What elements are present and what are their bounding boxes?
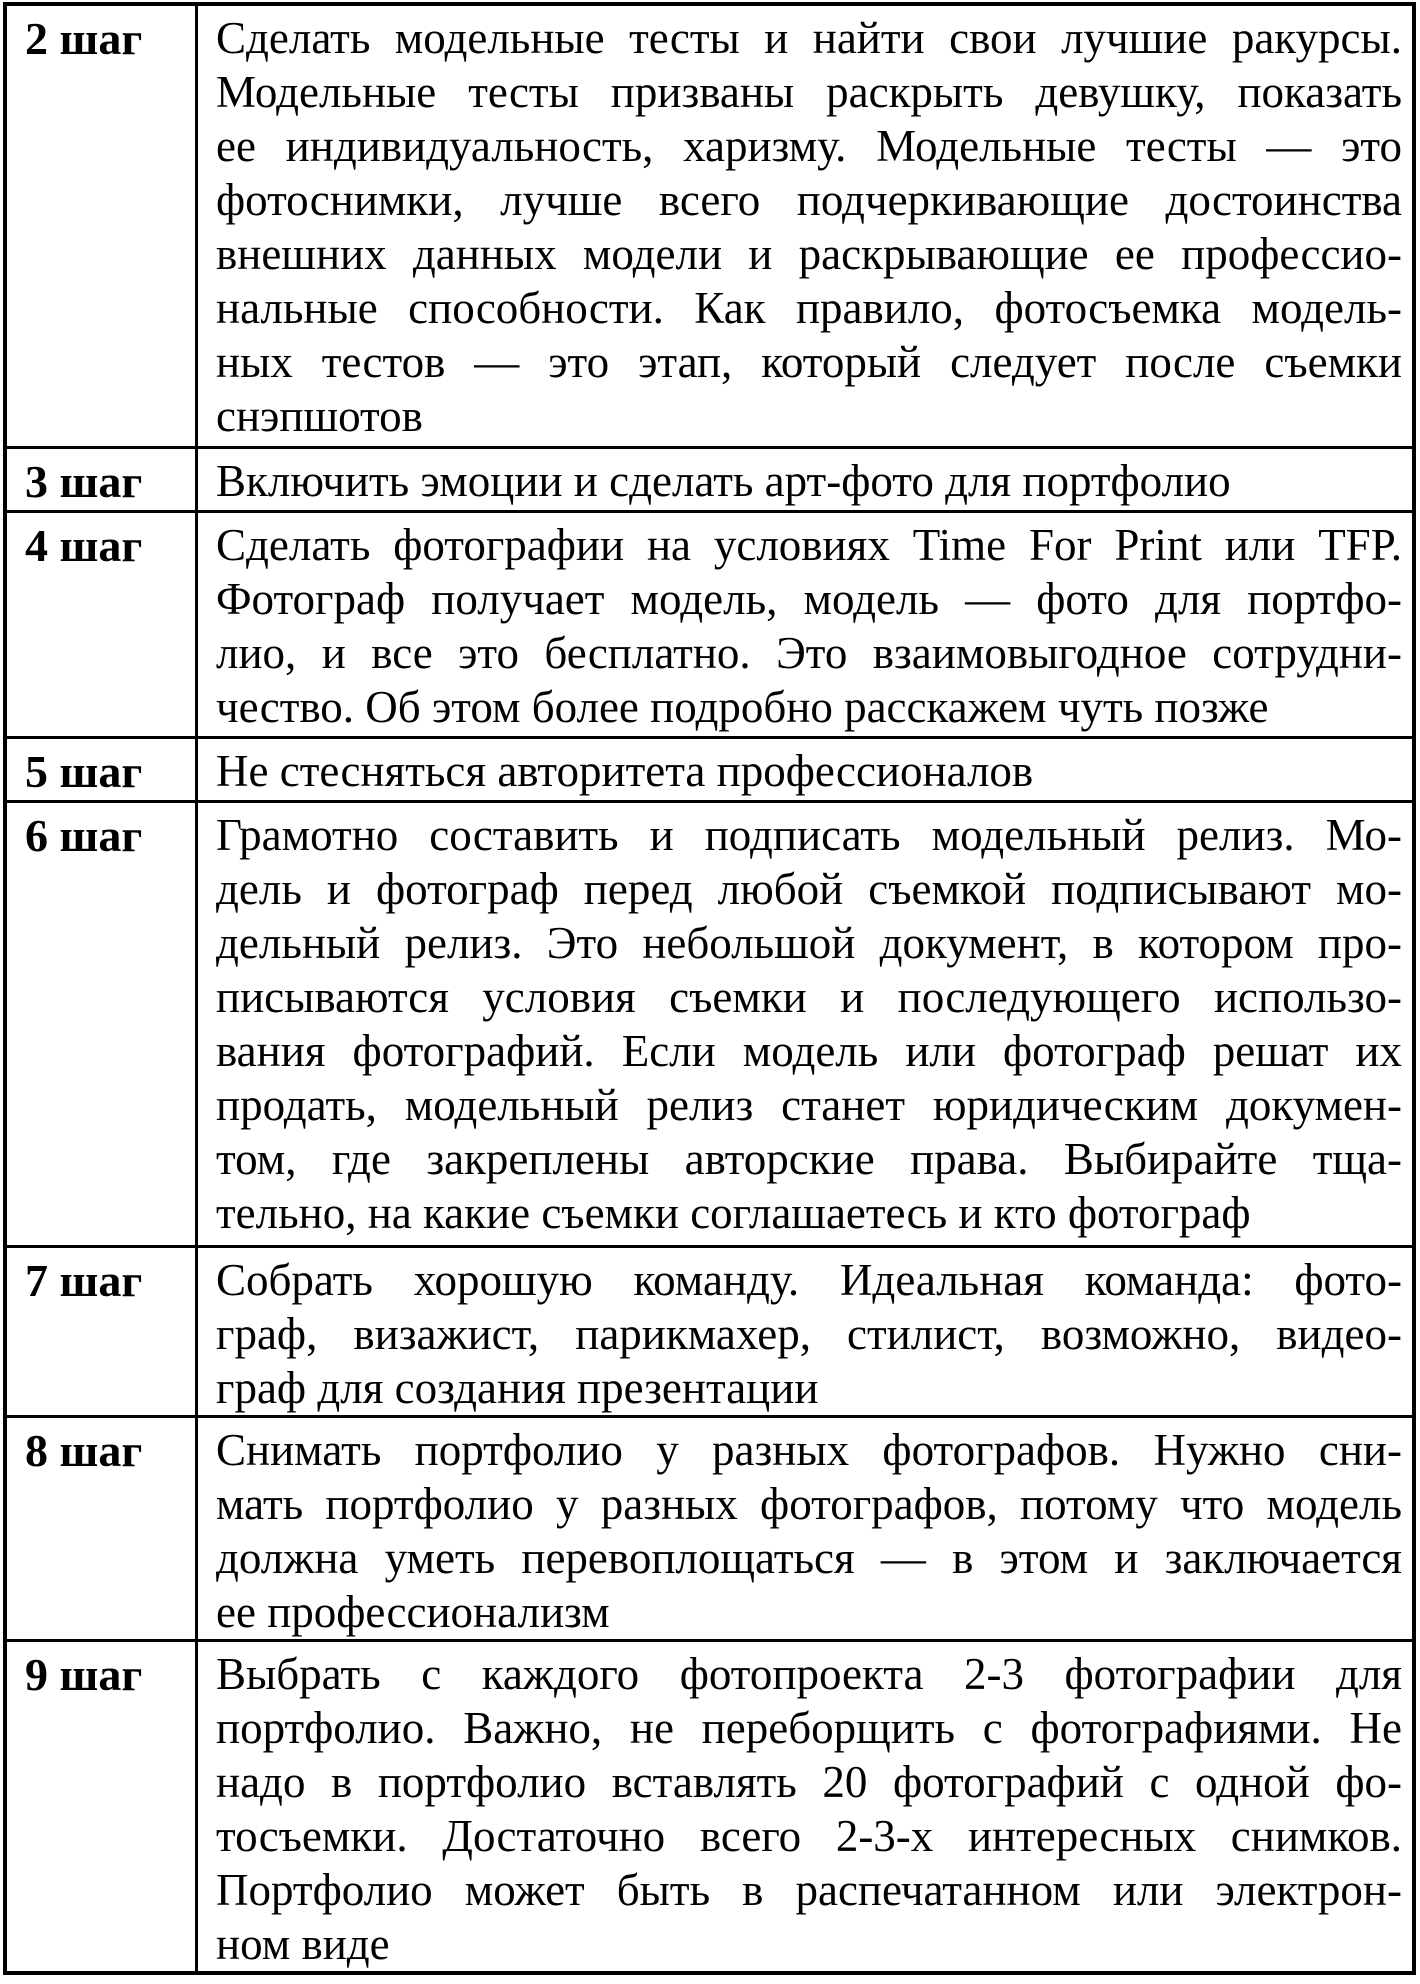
text-line: Портфолио может быть в распечатанном или электрон- [216,1864,1402,1915]
step-label: 4 шаг [25,519,143,571]
step-description-cell [197,447,1415,511]
step-label: 8 шаг [25,1424,143,1476]
step-label: 6 шаг [25,809,143,861]
step-description-cell [197,1246,1415,1416]
step-description-cell [197,4,1415,447]
step-cell [5,1416,197,1640]
text-line: писываются условия съемки и последующего использо- [216,971,1402,1022]
text-line: Включить эмоции и сделать арт-фото для портфолио [216,455,1231,506]
text-line: том, где закреплены авторские права. Выбирайте тща- [216,1133,1402,1184]
step-cell [5,801,197,1246]
text-line: портфолио. Важно, не переборщить с фотографиями. Не [216,1702,1402,1753]
text-line: Модельные тесты призваны раскрыть девушку, показать [216,67,1402,117]
text-line: нальные способности. Как правило, фотосъемка модель- [216,283,1402,333]
step-description-cell [197,1640,1415,1973]
text-line: дельный релиз. Это небольшой документ, в котором про- [216,917,1402,968]
text-line: Не стесняться авторитета профессионалов [216,745,1034,796]
steps-table [3,2,1416,1975]
step-description-cell [197,801,1415,1246]
table-row [5,447,1414,511]
step-description-cell [197,1416,1415,1640]
step-cell [5,1640,197,1973]
text-line: мать портфолио у разных фотографов, потому что модель [216,1478,1402,1529]
text-line: Сделать фотографии на условиях Time For Print или TFP. [216,519,1402,570]
text-line: Грамотно составить и подписать модельный релиз. Мо- [216,809,1402,860]
text-line: ее индивидуальность, харизму. Модельные тесты — это [216,121,1402,171]
table-row [5,737,1414,801]
table-row [5,1640,1414,1973]
text-line: внешних данных модели и раскрывающие ее профессио- [216,229,1402,279]
text-line: должна уметь перевоплощаться — в этом и заключается [216,1532,1402,1583]
table-row [5,1246,1414,1416]
text-line: граф для создания презентации [216,1362,819,1413]
text-line: лио, и все это бесплатно. Это взаимовыгодное сотрудни- [216,627,1402,678]
text-line: надо в портфолио вставлять 20 фотографий с одной фо- [216,1756,1402,1807]
step-cell [5,737,197,801]
table-row [5,1416,1414,1640]
text-line: Выбрать с каждого фотопроекта 2-3 фотографии для [216,1648,1402,1699]
step-label: 5 шаг [25,745,143,797]
text-line: фотоснимки, лучше всего подчеркивающие достоинства [216,175,1402,225]
text-line: чество. Об этом более подробно расскажем чуть позже [216,681,1269,732]
text-line: снэпшотов [216,391,423,441]
step-description-cell [197,511,1415,737]
step-label: 7 шаг [25,1254,143,1306]
text-line: вания фотографий. Если модель или фотограф решат их [216,1025,1402,1076]
step-cell [5,1246,197,1416]
text-line: Собрать хорошую команду. Идеальная команда: фото- [216,1254,1402,1305]
text-line: тосъемки. Достаточно всего 2-3-х интересных снимков. [216,1810,1402,1861]
text-line: ном виде [216,1918,390,1969]
step-label: 9 шаг [25,1648,143,1700]
table-row [5,511,1414,737]
text-line: дель и фотограф перед любой съемкой подписывают мо- [216,863,1402,914]
text-line: Снимать портфолио у разных фотографов. Нужно сни- [216,1424,1402,1475]
text-line: ных тестов — это этап, который следует после съемки [216,337,1402,387]
step-label: 3 шаг [25,455,143,507]
table-row [5,4,1414,447]
step-cell [5,4,197,447]
step-label: 2 шаг [25,13,143,64]
text-line: ее профессионализм [216,1586,610,1637]
step-cell [5,447,197,511]
text-line: тельно, на какие съемки соглашаетесь и кто фотограф [216,1187,1251,1238]
text-line: граф, визажист, парикмахер, стилист, возможно, видео- [216,1308,1402,1359]
text-line: продать, модельный релиз станет юридическим докумен- [216,1079,1402,1130]
step-description-cell [197,737,1415,801]
text-line: Сделать модельные тесты и найти свои лучшие ракурсы. [216,13,1402,63]
step-cell [5,511,197,737]
table-row [5,801,1414,1246]
text-line: Фотограф получает модель, модель — фото для портфо- [216,573,1402,624]
